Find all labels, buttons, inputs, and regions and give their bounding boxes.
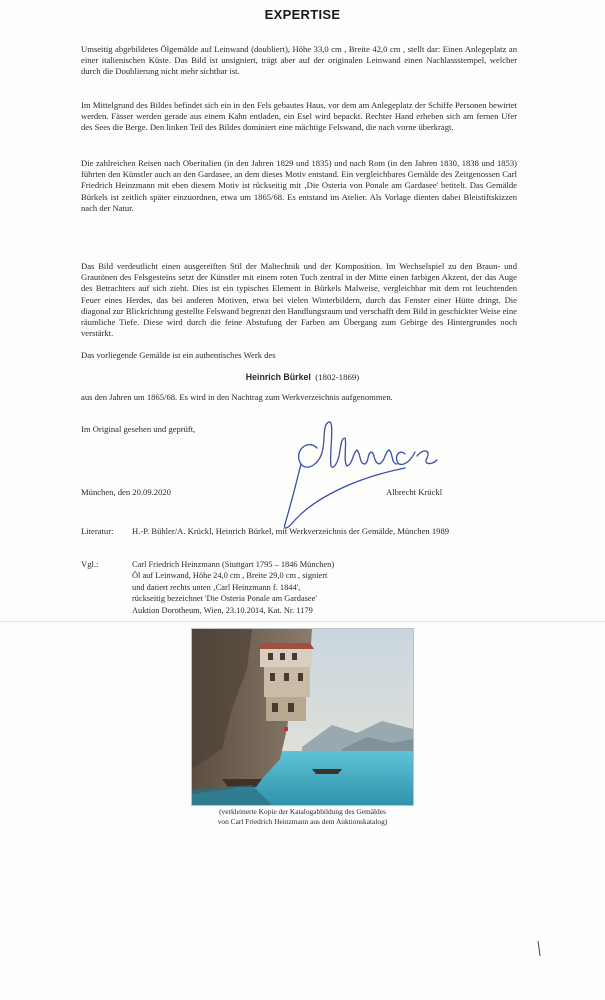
painting-reproduction xyxy=(191,628,414,806)
place-date: München, den 20.09.2020 xyxy=(81,487,171,497)
paragraph-style: Das Bild verdeutlicht einen ausgereiften Stil der Maltechnik und der Komposition. Im Wechselspiel zu den Braun- und Grautönen des Felsgesteins setzt der Künstler mit einem roten Tuch zentral in der Mitte einen farbigen Akzent, der das Auge des Betrachters auf sich zieht. Dies ist ein typisches Element in Bürkels Malweise, vergleichbar mit dem rot leuchtenden Feuer eines Herdes, das bei anderen Motiven, etwa bei vielen Winterbildern, durch das Fenster einer Hütte dringt. Die diagonal zur Blickrichtung gestellte Felswand begrenzt den Handlungsraum und verschafft dem Bild in geschickter Weise eine räumliche Tiefe. Diese wird durch die feine Abstufung der Farben am Übergang zum Gebirge des Hintergrundes noch verstärkt. xyxy=(81,261,517,339)
seen-statement: Im Original gesehen und geprüft, xyxy=(81,424,196,434)
artist-name: Heinrich Bürkel xyxy=(245,372,311,382)
paragraph-travels: Die zahlreichen Reisen nach Oberitalien (in den Jahren 1829 und 1835) und nach Rom (in den Jahren 1830, 1838 und 1853) führten den Künstler auch an den Gardasee, an dem dieses Motiv entstand. Ein vergleichbares Gemälde des Zeitgenossen Carl Friedrich Heinzmann mit eben diesem Motiv ist rückseitig mit ‚Die Osteria von Ponale am Gardasee' betitelt. Das Gemälde Bürkels ist zeitlich später einzuordnen, etwa um 1865/68. Es entstand im Atelier. Als Vorlage dienten dabei Bleistiftskizzen nach der Natur. xyxy=(81,158,517,213)
literature-label: Literatur: xyxy=(81,526,114,536)
compare-line: und datiert rechts unten ‚Carl Heinzmann f. 1844', xyxy=(132,582,301,592)
handwritten-signature xyxy=(255,408,475,538)
section-divider xyxy=(0,621,605,622)
pen-mark xyxy=(535,940,543,958)
artist-line xyxy=(0,372,605,382)
signatory-name: Albrecht Krückl xyxy=(386,487,443,497)
paragraph-description: Umseitig abgebildetes Ölgemälde auf Leinwand (doubliert), Höhe 33,0 cm , Breite 42,0 cm , stellt dar: Einen Anlegeplatz an einer italienischen Küste. Das Bild ist unsigniert, trägt aber auf der originalen Leinwand einen Nachlassstempel, welcher durch die Doublierung nicht mehr sichtbar ist. xyxy=(81,44,517,77)
compare-line: rückseitig bezeichnet 'Die Osteria Ponale am Gardasee' xyxy=(132,594,317,604)
compare-line: Auktion Dorotheum, Wien, 23.10.2014, Kat. Nr. 1179 xyxy=(132,605,313,615)
document-title: EXPERTISE xyxy=(264,7,341,22)
compare-reference xyxy=(132,559,334,616)
artist-dates: (1802-1869) xyxy=(315,372,360,382)
compare-label: Vgl.: xyxy=(81,559,99,569)
compare-line: Öl auf Leinwand, Höhe 24,0 cm , Breite 29,0 cm , signiert xyxy=(132,571,328,581)
paragraph-scene: Im Mittelgrund des Bildes befindet sich ein in den Fels gebautes Haus, vor dem am Anlegeplatz der Schiffe Personen bewirtet werden. Fässer werden gerade aus einem Kahn entladen, ein Esel wird bepackt. Rechter Hand erheben sich am fernen Ufer des Sees die Berge. Den linken Teil des Bildes dominiert eine mächtige Felswand, die nach vorne überkragt. xyxy=(81,100,517,133)
authentic-statement: Das vorliegende Gemälde ist ein authentisches Werk des xyxy=(81,350,276,360)
caption-line: (verkleinerte Kopie der Katalogabbildung des Gemäldes xyxy=(219,807,386,816)
caption-line: von Carl Friedrich Heinzmann aus dem Auktionskatalog) xyxy=(217,816,388,826)
literature-text: H.-P. Bühler/A. Krückl, Heinrich Bürkel, mit Werkverzeichnis der Gemälde, München 1989 xyxy=(132,526,450,536)
dating-statement: aus den Jahren um 1865/68. Es wird in den Nachtrag zum Werkverzeichnis aufgenommen. xyxy=(81,392,393,402)
painting-image xyxy=(192,629,413,805)
painting-caption xyxy=(0,807,605,827)
compare-line: Carl Friedrich Heinzmann (Stuttgart 1795 – 1846 München) xyxy=(132,560,335,569)
